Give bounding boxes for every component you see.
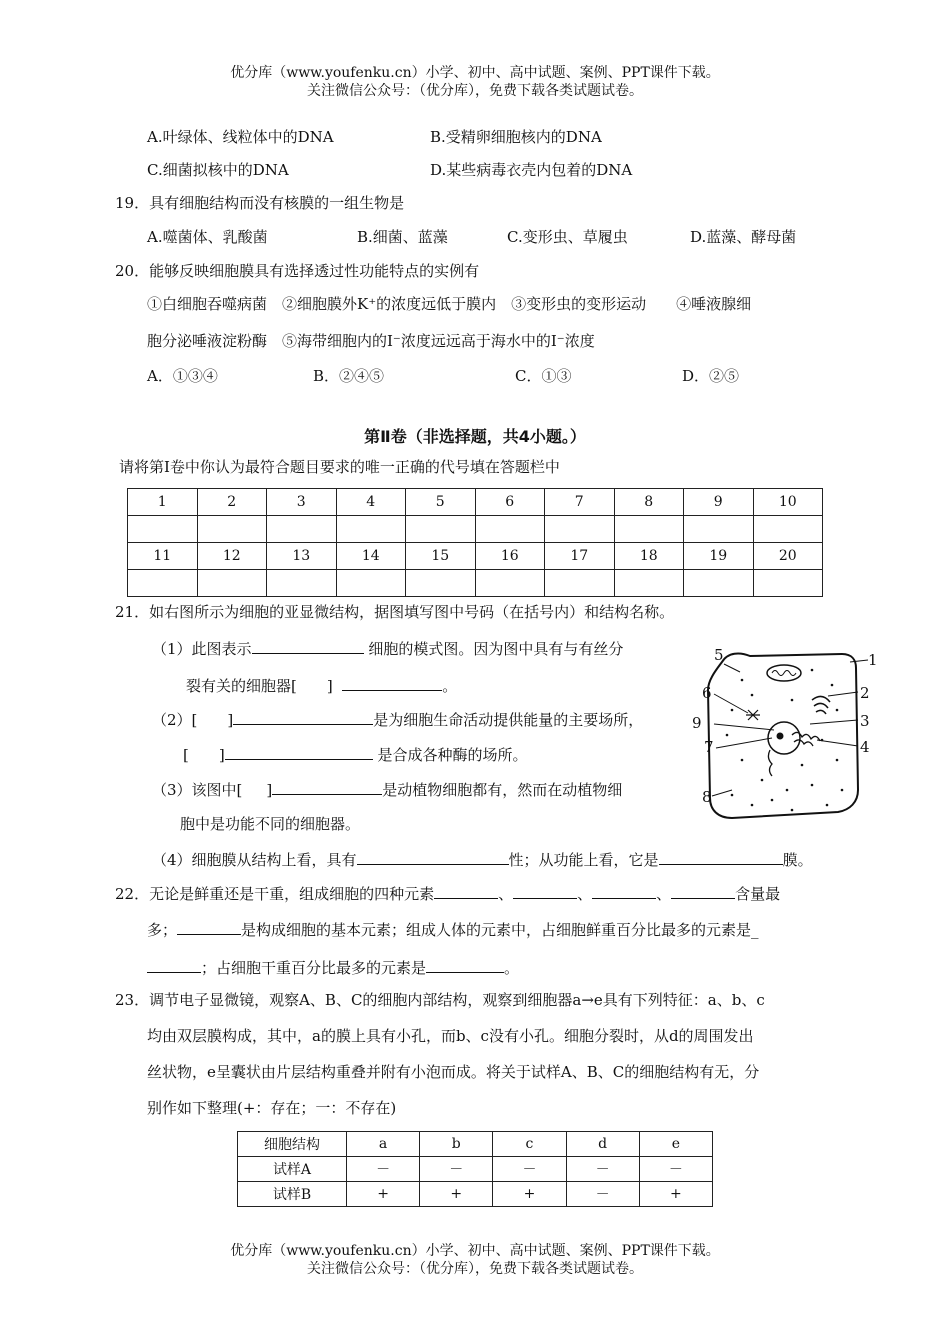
answer-number-cell: 8: [614, 489, 684, 516]
answer-number-cell: 3: [267, 489, 337, 516]
q21-part-1-line-1: [152, 637, 623, 659]
section-2-title: 第Ⅱ卷（非选择题，共4小题。）: [364, 427, 586, 446]
q21-part-1-line-2: [186, 674, 457, 696]
answer-number-cell: 20: [753, 543, 823, 570]
q18-option-a: A.叶绿体、线粒体中的DNA: [147, 128, 334, 146]
answer-blank-cell[interactable]: [545, 570, 615, 597]
q21-part-2-line-2: [183, 743, 528, 765]
q21-p4-blank[interactable]: [357, 848, 509, 865]
q23-table-header-cell: d: [566, 1132, 639, 1157]
mitochondrion-cristae: [772, 671, 796, 676]
answer-table-blank-row: [128, 570, 823, 597]
answer-blank-cell[interactable]: [475, 516, 545, 543]
q21-p1-name-blank[interactable]: [342, 674, 442, 691]
answer-number-cell: 6: [475, 489, 545, 516]
q22-blank[interactable]: [592, 882, 656, 899]
centrosome-shape: [746, 710, 760, 720]
q23-line-4: 别作如下整理(+：存在；一：不存在): [147, 1099, 397, 1117]
q23-table-row: [238, 1157, 713, 1182]
q23-table-cell: －: [493, 1157, 566, 1182]
q21-p2-text: 是为细胞生命活动提供能量的主要场所，: [373, 711, 644, 729]
q23-table-cell: 试样B: [238, 1182, 347, 1207]
q21-p4-text: 性；从功能上看，它是: [508, 851, 659, 869]
answer-blank-cell[interactable]: [684, 516, 754, 543]
q21-p4-blank[interactable]: [659, 848, 783, 865]
answer-number-cell: 1: [128, 489, 198, 516]
figure-label: 2: [860, 684, 870, 702]
cell-diagram: [692, 640, 882, 825]
answer-number-cell: 5: [406, 489, 476, 516]
answer-number-cell: 19: [684, 543, 754, 570]
q23-structure-table: [237, 1131, 713, 1207]
answer-blank-cell[interactable]: [406, 516, 476, 543]
answer-table-number-row: [128, 489, 823, 516]
answer-number-cell: 4: [336, 489, 406, 516]
nucleolus-shape: [777, 733, 784, 740]
q22-line-3: [147, 956, 519, 978]
q22-blank[interactable]: [426, 956, 504, 973]
q23-line-2: 均由双层膜构成，其中，a的膜上具有小孔，而b、c没有小孔。细胞分裂时，从d的周围发出: [147, 1027, 754, 1045]
answer-table-blank-row: [128, 516, 823, 543]
q21-stem: 21．如右图所示为细胞的亚显微结构，据图填写图中号码（在括号内）和结构名称。: [115, 603, 675, 621]
q23-table-row: [238, 1182, 713, 1207]
answer-number-cell: 11: [128, 543, 198, 570]
q22-line-2: [147, 918, 759, 940]
answer-blank-cell[interactable]: [336, 570, 406, 597]
figure-label: 1: [868, 651, 878, 669]
q19-option-c: C.变形虫、草履虫: [507, 228, 628, 246]
q21-p1-text: 裂有关的细胞器[: [186, 677, 297, 695]
q22-blank[interactable]: [513, 882, 577, 899]
q20-option-b: B．②④⑤: [313, 367, 385, 385]
footer-line-1: 优分库（www.youfenku.cn）小学、初中、高中试题、案例、PPT课件下载。: [230, 1243, 720, 1259]
q21-p4-text: 膜。: [782, 851, 813, 869]
q21-p1-text: （1）此图表示: [152, 640, 252, 658]
answer-number-cell: 15: [406, 543, 476, 570]
q21-p3-text: ]: [266, 781, 273, 799]
answer-number-cell: 12: [197, 543, 267, 570]
footer-line-2: 关注微信公众号：（优分库），免费下载各类试题试卷。: [307, 1261, 643, 1277]
q23-table-header-cell: a: [347, 1132, 420, 1157]
q21-p2-text: 是合成各种酶的场所。: [377, 746, 528, 764]
q19-option-b: B.细菌、蓝藻: [357, 228, 448, 246]
figure-label: 7: [704, 738, 714, 756]
q23-table-cell: +: [639, 1182, 712, 1207]
q23-line-1: 23．调节电子显微镜，观察A、B、C的细胞内部结构，观察到细胞器a→e具有下列特征：a、b、c: [115, 991, 765, 1009]
q23-table-cell: －: [420, 1157, 493, 1182]
golgi-shape: [812, 696, 830, 714]
q21-p1-blank[interactable]: [252, 637, 364, 654]
endoplasmic-reticulum-shape: [792, 732, 820, 746]
q23-table-cell: +: [493, 1182, 566, 1207]
answer-blank-cell[interactable]: [197, 570, 267, 597]
q21-part-3-line-1: [152, 778, 622, 800]
q20-line-1: ①白细胞吞噬病菌 ②细胞膜外K⁺的浓度远低于膜内 ③变形虫的变形运动 ④唾液腺细: [147, 295, 752, 313]
answer-blank-cell[interactable]: [475, 570, 545, 597]
q23-table-header-cell: b: [420, 1132, 493, 1157]
q19-stem: 19．具有细胞结构而没有核膜的一组生物是: [115, 194, 405, 212]
figure-label: 5: [714, 646, 724, 664]
q23-table-cell: －: [566, 1182, 639, 1207]
q21-p2-blank[interactable]: [225, 743, 373, 760]
q21-part-2-line-1: [152, 708, 643, 730]
answer-number-cell: 16: [475, 543, 545, 570]
header-line-2: 关注微信公众号：（优分库），免费下载各类试题试卷。: [307, 83, 643, 99]
figure-label: 4: [860, 738, 870, 756]
figure-label: 6: [702, 684, 712, 702]
q20-stem: 20．能够反映细胞膜具有选择透过性功能特点的实例有: [115, 262, 480, 280]
header-line-1: 优分库（www.youfenku.cn）小学、初中、高中试题、案例、PPT课件下载。: [230, 65, 720, 81]
q22-text: 。: [504, 959, 520, 977]
q22-text: 、: [498, 885, 514, 903]
answer-blank-cell[interactable]: [753, 516, 823, 543]
q20-option-d: D．②⑤: [682, 367, 740, 385]
q21-part-3-line-2: 胞中是功能不同的细胞器。: [180, 815, 361, 833]
answer-blank-cell[interactable]: [545, 516, 615, 543]
q22-text: 含量最: [735, 885, 781, 903]
q22-blank[interactable]: [434, 882, 498, 899]
answer-number-cell: 14: [336, 543, 406, 570]
answer-number-cell: 2: [197, 489, 267, 516]
er-tail-shape: [768, 750, 772, 776]
answer-blank-cell[interactable]: [614, 570, 684, 597]
answer-blank-cell[interactable]: [267, 516, 337, 543]
q22-text: 是构成细胞的基本元素；组成人体的元素中，占细胞鲜重百分比最多的元素是_: [241, 921, 759, 939]
answer-blank-cell[interactable]: [406, 570, 476, 597]
q23-table-cell: 试样A: [238, 1157, 347, 1182]
q21-p3-blank[interactable]: [272, 778, 382, 795]
q23-table-cell: +: [347, 1182, 420, 1207]
figure-label: 8: [702, 788, 712, 806]
answer-blank-cell[interactable]: [128, 516, 198, 543]
q21-p3-text: 是动植物细胞都有，然而在动植物细: [382, 781, 623, 799]
q21-p2-blank[interactable]: [233, 708, 373, 725]
q21-p1-text: 。: [442, 677, 458, 695]
q22-text: 、: [577, 885, 593, 903]
q23-table-cell: －: [347, 1157, 420, 1182]
answer-table-number-row: [128, 543, 823, 570]
answer-number-cell: 18: [614, 543, 684, 570]
q22-blank[interactable]: [147, 956, 201, 973]
answer-blank-cell[interactable]: [684, 570, 754, 597]
q19-option-a: A.噬菌体、乳酸菌: [147, 228, 268, 246]
ribosome-dots: [726, 669, 844, 812]
figure-label: 3: [860, 712, 870, 730]
answer-number-cell: 10: [753, 489, 823, 516]
answer-blank-cell[interactable]: [267, 570, 337, 597]
figure-label: 9: [692, 714, 702, 732]
q20-line-2: 胞分泌唾液淀粉酶 ⑤海带细胞内的I⁻浓度远远高于海水中的I⁻浓度: [147, 332, 595, 350]
q22-text: 、: [656, 885, 672, 903]
q21-part-4: [152, 848, 813, 870]
q22-text: ；占细胞干重百分比最多的元素是: [201, 959, 427, 977]
q21-p2-text: ]: [218, 746, 225, 764]
answer-number-cell: 9: [684, 489, 754, 516]
q23-line-3: 丝状物，e呈囊状由片层结构重叠并附有小泡而成。将关于试样A、B、C的细胞结构有无，分: [147, 1063, 760, 1081]
q21-p1-text: 细胞的模式图。因为图中具有与有丝分: [368, 640, 624, 658]
q18-option-d: D.某些病毒衣壳内包着的DNA: [430, 161, 633, 179]
answer-table: [127, 488, 823, 597]
answer-blank-cell[interactable]: [128, 570, 198, 597]
q19-option-d: D.蓝藻、酵母菌: [690, 228, 797, 246]
q20-option-c: C．①③: [515, 367, 572, 385]
answer-number-cell: 13: [267, 543, 337, 570]
q22-blank[interactable]: [671, 882, 735, 899]
answer-blank-cell[interactable]: [614, 516, 684, 543]
section-2-instruction: 请将第Ⅰ卷中你认为最符合题目要求的唯一正确的代号填在答题栏中: [119, 458, 560, 476]
q23-table-cell: －: [566, 1157, 639, 1182]
q18-option-b: B.受精卵细胞核内的DNA: [430, 128, 602, 146]
q23-table-header-cell: 细胞结构: [238, 1132, 347, 1157]
q23-table-cell: +: [420, 1182, 493, 1207]
q22-line-1: [115, 882, 780, 904]
q21-p2-text: （2）[: [152, 711, 198, 729]
nucleus-shape: [768, 722, 800, 754]
answer-blank-cell[interactable]: [753, 570, 823, 597]
answer-blank-cell[interactable]: [197, 516, 267, 543]
answer-number-cell: 7: [545, 489, 615, 516]
q21-p2-text: ]: [227, 711, 234, 729]
q23-table-cell: －: [639, 1157, 712, 1182]
q20-option-a: A．①③④: [147, 367, 218, 385]
q21-p2-text: [: [183, 746, 189, 764]
q23-table-header-cell: c: [493, 1132, 566, 1157]
q22-text: 多；: [147, 921, 178, 939]
q18-option-c: C.细菌拟核中的DNA: [147, 161, 289, 179]
answer-number-cell: 17: [545, 543, 615, 570]
q23-table-header-cell: e: [639, 1132, 712, 1157]
q22-text: 22．无论是鲜重还是干重，组成细胞的四种元素: [115, 885, 435, 903]
q22-blank[interactable]: [177, 918, 241, 935]
q21-p1-text: ]: [326, 677, 333, 695]
q23-table-header-row: [238, 1132, 713, 1157]
answer-blank-cell[interactable]: [336, 516, 406, 543]
q21-p3-text: （3）该图中[: [152, 781, 243, 799]
q21-p4-text: （4）细胞膜从结构上看，具有: [152, 851, 357, 869]
